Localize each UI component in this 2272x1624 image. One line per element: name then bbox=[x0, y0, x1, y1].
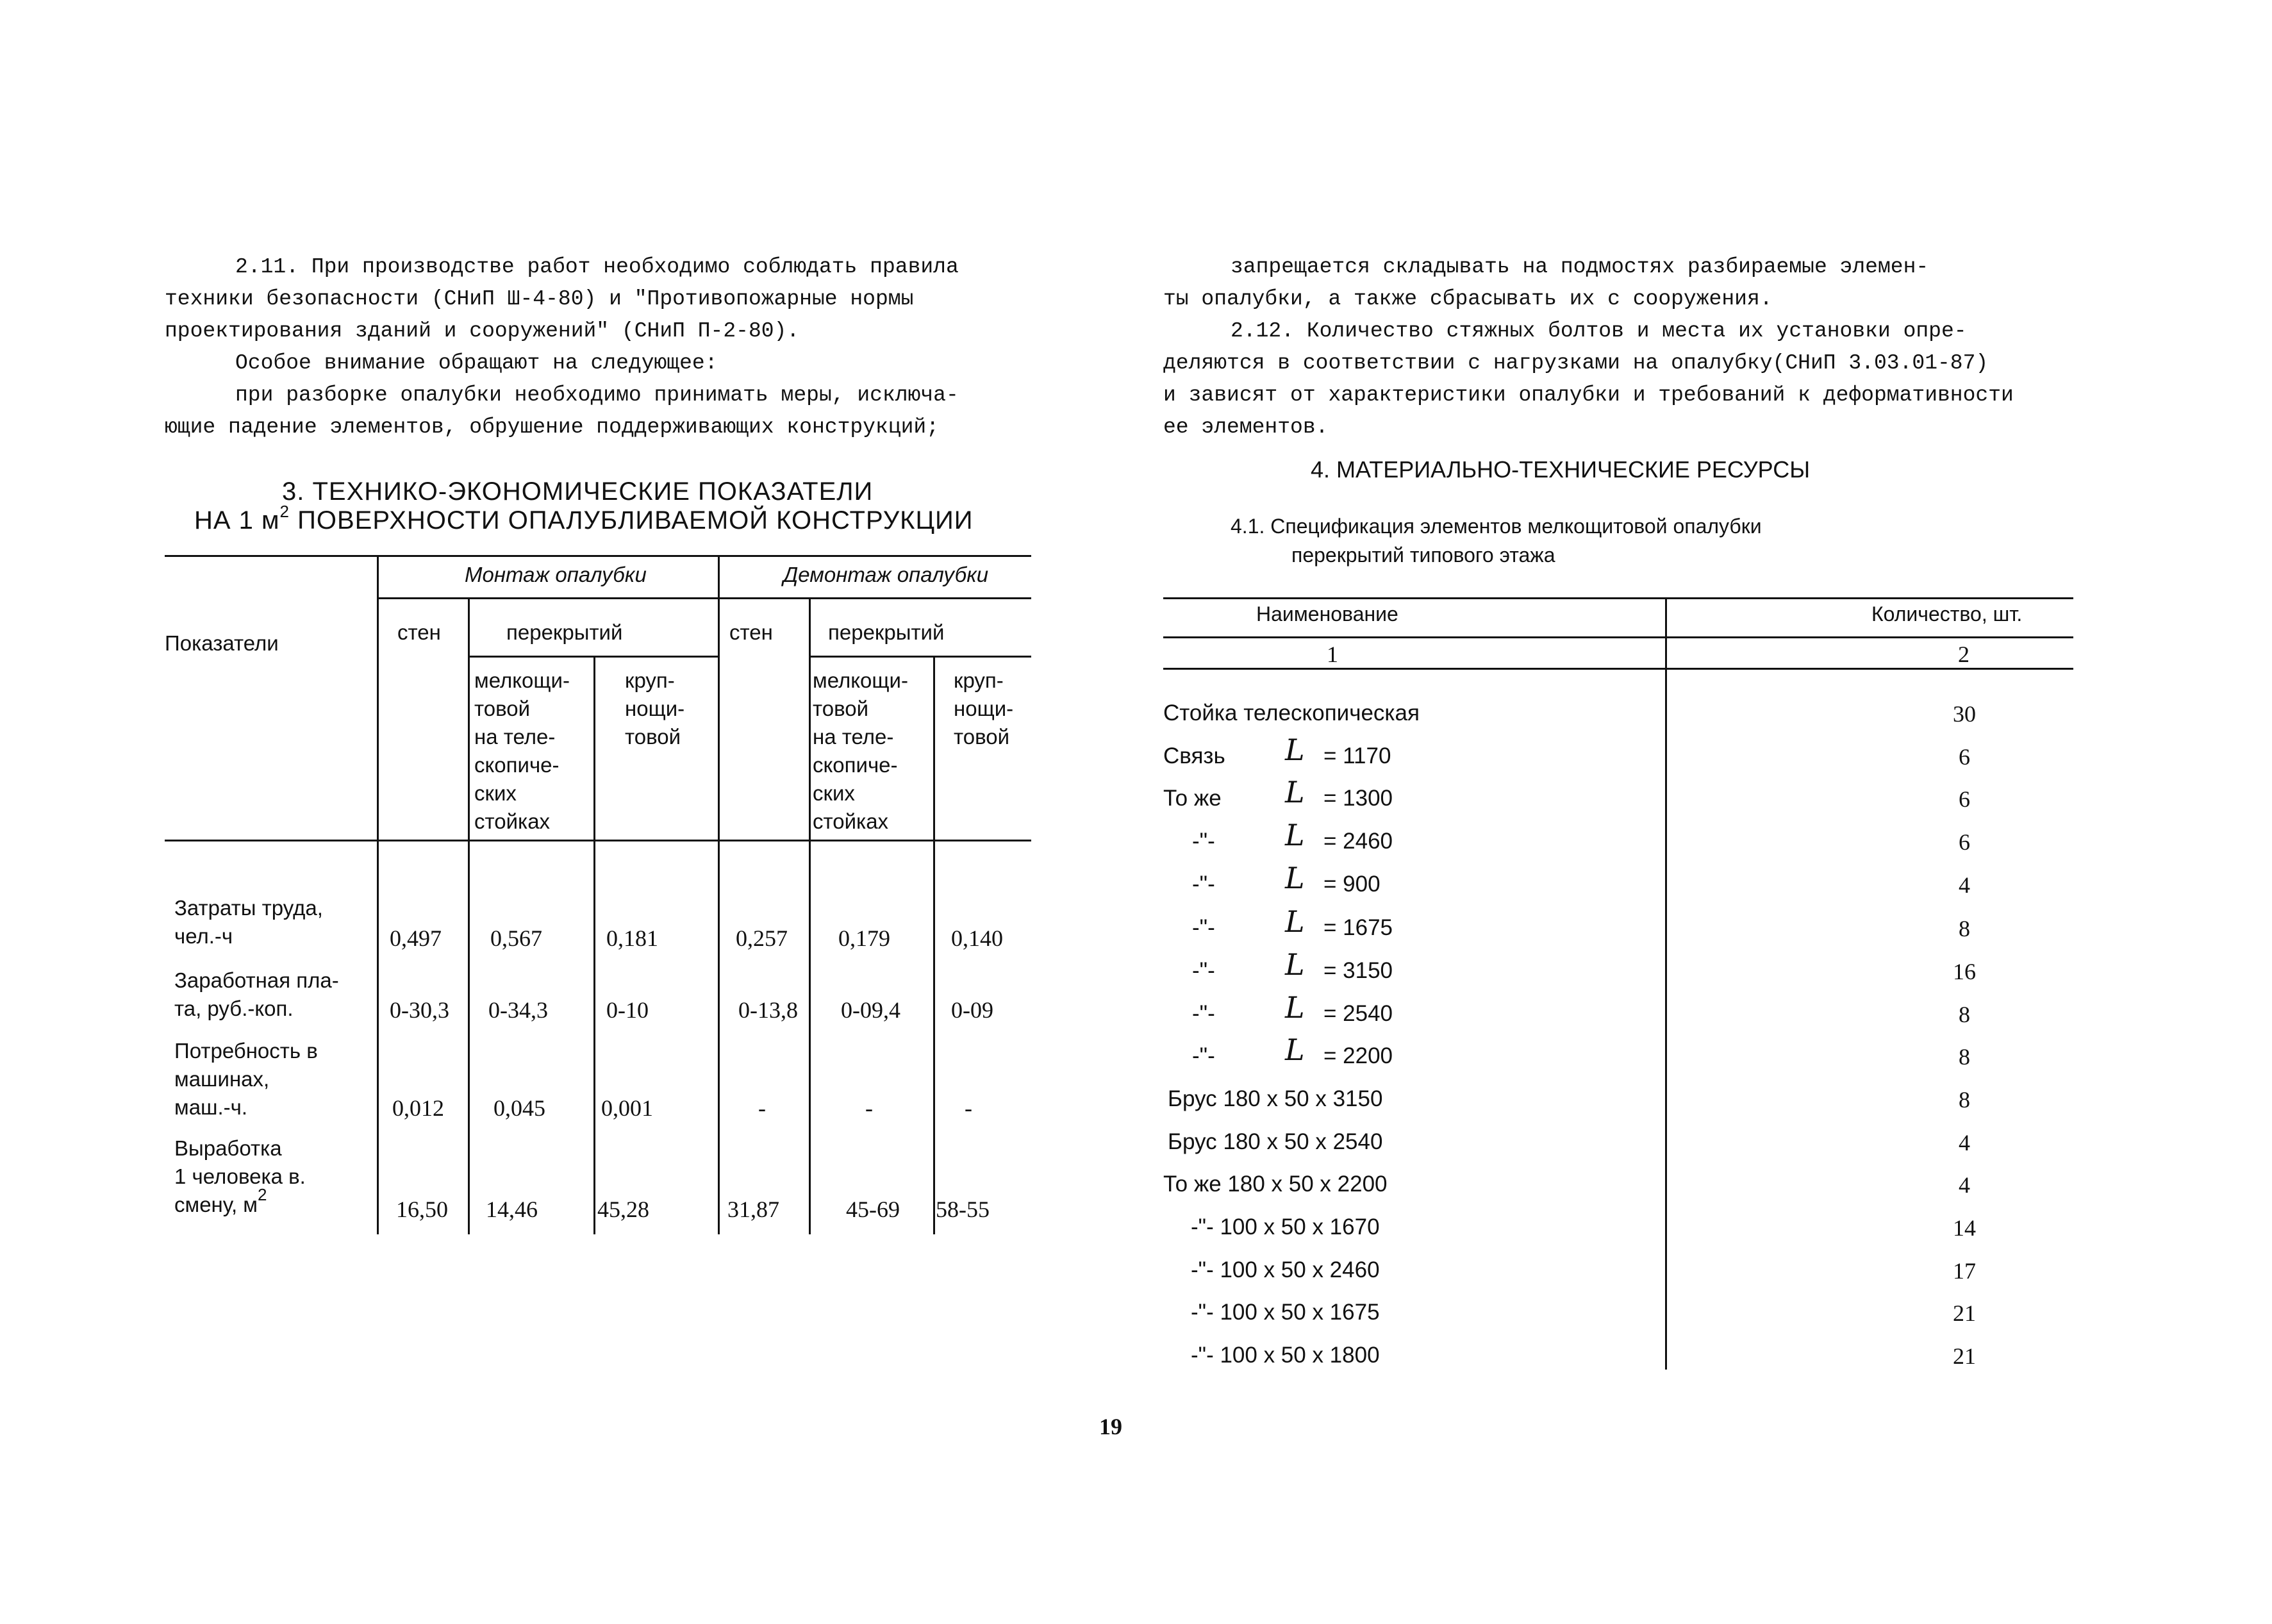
table-cell: 0-09,4 bbox=[841, 997, 900, 1023]
section-3-heading-line1: 3. ТЕХНИКО-ЭКОНОМИЧЕСКИЕ ПОКАЗАТЕЛИ bbox=[282, 477, 874, 506]
spec-row-length: = 900 bbox=[1323, 872, 1381, 897]
spec-row-qty: 8 bbox=[1959, 916, 1970, 941]
spec-row-name: -"- 100 x 50 x 1675 bbox=[1191, 1300, 1380, 1325]
table-cell: 45-69 bbox=[846, 1197, 900, 1222]
table-rule bbox=[809, 597, 811, 1234]
table-cell: 14,46 bbox=[486, 1197, 538, 1222]
spec-row-name: -"- bbox=[1192, 915, 1215, 940]
spec-row-name: -"- 100 x 50 x 1800 bbox=[1191, 1343, 1380, 1368]
spec-row-name: Брус 180 x 50 x 3150 bbox=[1168, 1086, 1383, 1111]
table-cell: 0,257 bbox=[736, 925, 788, 951]
spec-caption-line2: перекрытий типового этажа bbox=[1291, 543, 1555, 567]
table-rule bbox=[718, 555, 720, 1234]
row-label-text: Выработка 1 человека в. смену, м bbox=[174, 1136, 306, 1216]
table-cell: 16,50 bbox=[396, 1197, 448, 1222]
spec-row-length: = 2460 bbox=[1323, 829, 1393, 854]
text-line: техники безопасности (СНиП Ш-4-80) и "Противопожарные нормы bbox=[165, 287, 914, 311]
spec-row-name: Связь bbox=[1163, 743, 1225, 768]
table-rule bbox=[1163, 668, 2073, 670]
table-cell: 0,181 bbox=[606, 925, 658, 951]
spec-row-length: = 1300 bbox=[1323, 786, 1393, 811]
col-header-floors: перекрытий bbox=[828, 620, 945, 644]
length-symbol: L bbox=[1285, 861, 1305, 895]
table-cell: 0,140 bbox=[951, 925, 1003, 951]
col-header-floors: перекрытий bbox=[506, 620, 623, 644]
spec-row-name: Стойка телескопическая bbox=[1163, 700, 1420, 725]
table-rule bbox=[165, 555, 1031, 557]
table-cell: 0,497 bbox=[390, 925, 442, 951]
table-cell: 0,567 bbox=[490, 925, 542, 951]
spec-row-name: -"- bbox=[1192, 829, 1215, 854]
spec-row-qty: 6 bbox=[1959, 786, 1970, 812]
superscript: 2 bbox=[279, 502, 290, 521]
table-cell: 0-13,8 bbox=[738, 997, 798, 1023]
spec-row-name: Брус 180 x 50 x 2540 bbox=[1168, 1129, 1383, 1154]
spec-row-qty: 21 bbox=[1953, 1300, 1976, 1326]
col-header-large-panel: круп- нощи- товой bbox=[625, 668, 685, 749]
table-cell: 0-09 bbox=[951, 997, 993, 1023]
col-header-small-panel: мелкощи- товой на теле- скопиче- ских стойках bbox=[474, 668, 570, 833]
table-cell: 0-10 bbox=[606, 997, 649, 1023]
length-symbol: L bbox=[1285, 990, 1305, 1025]
length-symbol: L bbox=[1285, 1032, 1305, 1067]
spec-row-length: = 2200 bbox=[1323, 1043, 1393, 1068]
table-cell: 58-55 bbox=[936, 1197, 990, 1222]
spec-row-name: То же bbox=[1163, 786, 1222, 811]
table-cell: 0,179 bbox=[838, 925, 890, 951]
table-cell: 0-34,3 bbox=[488, 997, 548, 1023]
table-cell: 0-30,3 bbox=[390, 997, 449, 1023]
table-rule bbox=[468, 597, 470, 1234]
spec-row-qty: 30 bbox=[1953, 701, 1976, 727]
text-line: ее элементов. bbox=[1163, 415, 1329, 439]
col-header-name: Наименование bbox=[1256, 602, 1398, 626]
spec-row-qty: 6 bbox=[1959, 829, 1970, 855]
length-symbol: L bbox=[1285, 904, 1305, 939]
text-line: проектирования зданий и сооружений" (СНиП П-2-80). bbox=[165, 319, 800, 343]
text-line: при разборке опалубки необходимо принимать меры, исключа- bbox=[235, 383, 959, 407]
spec-row-length: = 3150 bbox=[1323, 958, 1393, 983]
length-symbol: L bbox=[1285, 947, 1305, 982]
text-line: ты опалубки, а также сбрасывать их с сооружения. bbox=[1163, 287, 1773, 311]
spec-row-name: То же 180 x 50 x 2200 bbox=[1163, 1172, 1388, 1197]
spec-row-name: -"- bbox=[1192, 1001, 1215, 1026]
spec-row-name: -"- 100 x 50 x 1670 bbox=[1191, 1214, 1380, 1239]
length-symbol: L bbox=[1285, 775, 1305, 809]
table-cell: 31,87 bbox=[727, 1197, 779, 1222]
table-rule bbox=[809, 656, 1031, 658]
col-number: 2 bbox=[1958, 642, 1969, 667]
row-label: Потребность в машинах, маш.-ч. bbox=[174, 1039, 318, 1119]
table-cell: - bbox=[865, 1095, 873, 1121]
spec-row-name: -"- bbox=[1192, 958, 1215, 983]
text-line: 2.11. При производстве работ необходимо соблюдать правила bbox=[235, 255, 959, 279]
spec-row-qty: 17 bbox=[1953, 1258, 1976, 1284]
spec-row-qty: 6 bbox=[1959, 744, 1970, 770]
table-rule bbox=[378, 597, 1031, 599]
row-label: Заработная пла- та, руб.-коп. bbox=[174, 968, 339, 1020]
text-line: и зависят от характеристики опалубки и требований к деформативности bbox=[1163, 383, 2014, 407]
table-rule bbox=[1163, 636, 2073, 638]
row-label bbox=[174, 1134, 306, 1220]
table-rule bbox=[468, 656, 719, 658]
page-number: 19 bbox=[1099, 1414, 1122, 1439]
table-rule bbox=[593, 656, 595, 1234]
spec-row-length: = 1170 bbox=[1323, 743, 1391, 768]
table-cell: - bbox=[758, 1095, 766, 1121]
col-header-qty: Количество, шт. bbox=[1871, 602, 2023, 626]
left-paragraph bbox=[165, 251, 1036, 443]
spec-row-name: -"- 100 x 50 x 2460 bbox=[1191, 1257, 1380, 1282]
heading-text: НА 1 м bbox=[194, 506, 280, 534]
heading-text: ПОВЕРХНОСТИ ОПАЛУБЛИВАЕМОЙ КОНСТРУКЦИИ bbox=[290, 506, 974, 534]
text-line: 2.12. Количество стяжных болтов и места их установки опре- bbox=[1231, 319, 1967, 343]
table-rule bbox=[377, 555, 379, 1234]
spec-row-qty: 14 bbox=[1953, 1215, 1976, 1241]
spec-row-qty: 8 bbox=[1959, 1044, 1970, 1070]
table-rule bbox=[1665, 597, 1667, 1370]
spec-row-length: = 1675 bbox=[1323, 915, 1393, 940]
col-header-walls: стен bbox=[397, 620, 441, 644]
spec-row-qty: 16 bbox=[1953, 959, 1976, 984]
col-header-indicators: Показатели bbox=[165, 631, 279, 655]
row-label: Затраты труда, чел.-ч bbox=[174, 896, 323, 948]
section-4-heading: 4. МАТЕРИАЛЬНО-ТЕХНИЧЕСКИЕ РЕСУРСЫ bbox=[1311, 456, 1811, 483]
length-symbol: L bbox=[1285, 733, 1305, 767]
col-header-large-panel: круп- нощи- товой bbox=[954, 668, 1014, 749]
table-rule bbox=[1163, 597, 2073, 599]
spec-row-qty: 4 bbox=[1959, 1172, 1970, 1198]
text-line: Особое внимание обращают на следующее: bbox=[235, 351, 718, 375]
text-line: деляются в соответствии с нагрузками на опалубку(СНиП 3.03.01-87) bbox=[1163, 351, 1989, 375]
table-cell: 0,045 bbox=[493, 1095, 545, 1121]
table-cell: 45,28 bbox=[597, 1197, 649, 1222]
table-cell: 0,001 bbox=[601, 1095, 653, 1121]
spec-row-length: = 2540 bbox=[1323, 1001, 1393, 1026]
length-symbol: L bbox=[1285, 818, 1305, 852]
table-rule bbox=[933, 656, 935, 1234]
table-cell: 0,012 bbox=[392, 1095, 444, 1121]
col-header-small-panel: мелкощи- товой на теле- скопиче- ских стойках bbox=[813, 668, 908, 833]
spec-caption-line1: 4.1. Спецификация элементов мелкощитовой опалубки bbox=[1231, 515, 1762, 538]
spec-row-qty: 4 bbox=[1959, 1130, 1970, 1156]
col-number: 1 bbox=[1327, 642, 1338, 667]
col-header-demontage: Демонтаж опалубки bbox=[783, 563, 989, 586]
spec-row-qty: 21 bbox=[1953, 1343, 1976, 1369]
right-paragraph bbox=[1163, 251, 2080, 443]
spec-row-name: -"- bbox=[1192, 1043, 1215, 1068]
col-header-montage: Монтаж опалубки bbox=[465, 563, 647, 586]
table-cell: - bbox=[965, 1095, 972, 1121]
spec-row-name: -"- bbox=[1192, 872, 1215, 897]
spec-row-qty: 8 bbox=[1959, 1002, 1970, 1027]
text-line: запрещается складывать на подмостях разбираемые элемен- bbox=[1231, 255, 1929, 279]
col-header-walls: стен bbox=[729, 620, 773, 644]
spec-row-qty: 8 bbox=[1959, 1087, 1970, 1113]
table-rule bbox=[165, 840, 1031, 841]
text-line: ющие падение элементов, обрушение поддерживающих конструкций; bbox=[165, 415, 939, 439]
spec-row-qty: 4 bbox=[1959, 872, 1970, 898]
superscript: 2 bbox=[258, 1185, 267, 1204]
section-3-heading-line2 bbox=[194, 502, 974, 535]
